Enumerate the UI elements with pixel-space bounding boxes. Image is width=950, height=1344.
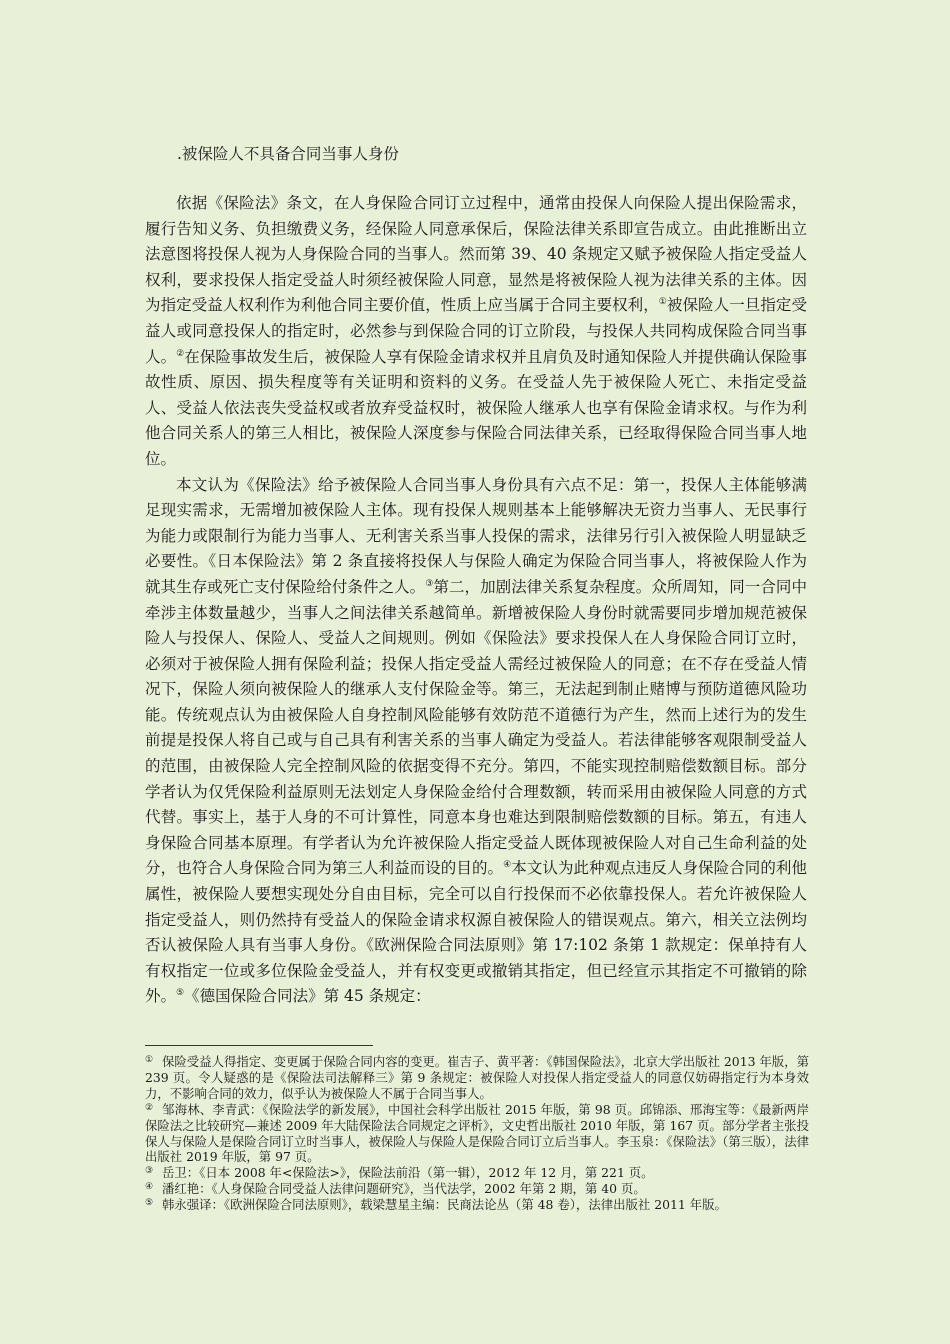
footnote-5 bbox=[145, 1197, 809, 1213]
footnote-divider bbox=[145, 1045, 373, 1046]
paragraph-1-text-b: 被保险人一旦指定受益人或同意投保人的指定时，必然参与到保险合同的订立阶段，与投保人共同构成保险合同当事人。 bbox=[145, 296, 807, 366]
footnote-mark: ④ bbox=[145, 1182, 154, 1193]
footnote-ref-5[interactable]: ⑤ bbox=[176, 988, 185, 999]
footnote-text: 岳卫：《日本 2008 年<保险法>》，保险法前沿（第一辑），2012 年 12 月，第 221 页。 bbox=[162, 1165, 654, 1181]
footnote-ref-3[interactable]: ③ bbox=[425, 578, 434, 589]
footnote-4 bbox=[145, 1181, 809, 1197]
paragraph-2-text-b: 第二，加剧法律关系复杂程度。众所周知，同一合同中牵涉主体数量越少，当事人之间法律关系越简单。新增被保险人身份时就需要同步增加规范被保险人与投保人、保险人、受益人之间规则。例如《保险法》要求投保人在人身保险合同订立时，必须对于被保险人拥有保险利益；投保人指定受益人需经过被保险人的同意；在不存在受益人情况下，保险人须向被保险人的继承人支付保险金等。第三，无法起到制止赌博与预防道德风险功能。传统观点认为由被保险人自身控制风险能够有效防范不道德行为产生，然而上述行为的发生前提是投保人将自己或与自己具有利害关系的当事人确定为受益人。若法律能够客观限制受益人的范围，由被保险人完全控制风险的依据变得不充分。第四，不能实现控制赔偿数额目标。部分学者认为仅凭保险利益原则无法划定人身保险金给付合理数额，转而采用由被保险人同意的方式代替。事实上，基于人身的不可计算性，同意本身也难达到限制赔偿数额的目标。第五，有违人身保险合同基本原理。有学者认为允许被保险人指定受益人既体现被保险人对自己生命利益的处分，也符合人身保险合同为第三人利益而设的目的。 bbox=[145, 577, 807, 878]
footnotes bbox=[145, 1054, 809, 1213]
footnote-text: 韩永强译：《欧洲保险合同法原则》，载梁慧星主编：民商法论丛（第 48 卷），法律出版社 2011 年版。 bbox=[162, 1197, 727, 1213]
footnote-text: 邹海林、李青武：《保险法学的新发展》，中国社会科学出版社 2015 年版，第 98 页。邱锦添、邢海宝等：《最新两岸保险法之比较研究—兼述 2009 年大陆保险法合同规定之评析》，文史哲出版社 2010 年版，第 167 页。部分学者主张投保人与保险人是保险合同订立时当事人，被保险人与保险人是保险合同订立后当事人。李玉泉：《保险法》（第三版），法律出版社 2019 年版，第 97 页。 bbox=[145, 1101, 809, 1165]
body-text bbox=[145, 191, 807, 1010]
footnote-mark: ⑤ bbox=[145, 1198, 154, 1209]
footnote-ref-1[interactable]: ① bbox=[658, 297, 667, 308]
footnote-text: 保险受益人得指定、变更属于保险合同内容的变更。崔吉子、黄平著：《韩国保险法》，北京大学出版社 2013 年版，第 239 页。令人疑惑的是《保险法司法解释三》第 9 条规定：被保险人对投保人指定受益人的同意仅妨碍指定行为本身效力，不影响合同的效力，似乎认为被保险人不属于合同当事人。 bbox=[145, 1054, 809, 1101]
paragraph-2 bbox=[145, 473, 807, 1010]
paragraph-1-text-c: 在保险事故发生后，被保险人享有保险金请求权并且肩负及时通知保险人并提供确认保险事故性质、原因、损失程度等有关证明和资料的义务。在受益人先于被保险人死亡、未指定受益人、受益人依法丧失受益权或者放弃受益权时，被保险人继承人也享有保险金请求权。与作为利他合同关系人的第三人相比，被保险人深度参与保险合同法律关系，已经取得保险合同当事人地位。 bbox=[145, 347, 807, 468]
footnote-2 bbox=[145, 1102, 809, 1166]
footnote-text: 潘红艳：《人身保险合同受益人法律问题研究》，当代法学，2002 年第 2 期，第 40 页。 bbox=[162, 1181, 646, 1197]
footnote-1 bbox=[145, 1054, 809, 1102]
paragraph-1-text-a: 依据《保险法》条文，在人身保险合同订立过程中，通常由投保人向保险人提出保险需求，履行告知义务、负担缴费义务，经保险人同意承保后，保险法律关系即宣告成立。由此推断出立法意图将投保人视为人身保险合同的当事人。然而第 39、40 条规定又赋予被保险人指定受益人权利，要求投保人指定受益人时须经被保险人同意，显然是将被保险人视为法律关系的主体。因为指定受益人权利作为利他合同主要价值，性质上应当属于合同主要权利， bbox=[145, 194, 807, 315]
paragraph-2-text-c: 本文认为此种观点违反人身保险合同的利他属性，被保险人要想实现处分自由目标，完全可以自行投保而不必依靠投保人。若允许被保险人指定受益人，则仍然持有受益人的保险金请求权源自被保险人的错误观点。第六，相关立法例均否认被保险人具有当事人身份。《欧洲保险合同法原则》第 17:102 条第 1 款规定：保单持有人有权指定一位或多位保险金受益人，并有权变更或撤销其指定，但已经宣示其指定不可撤销的除外。 bbox=[145, 859, 807, 1006]
footnote-mark: ③ bbox=[145, 1166, 154, 1177]
paragraph-2-text-a: 本文认为《保险法》给予被保险人合同当事人身份具有六点不足：第一，投保人主体能够满足现实需求，无需增加被保险人主体。现有投保人规则基本上能够解决无资力当事人、无民事行为能力或限制行为能力当事人、无利害关系当事人投保的需求，法律另行引入被保险人明显缺乏必要性。《日本保险法》第 2 条直接将投保人与保险人确定为保险合同当事人，将被保险人作为就其生存或死亡支付保险给付条件之人。 bbox=[145, 475, 807, 596]
footnote-3 bbox=[145, 1165, 809, 1181]
footnote-ref-4[interactable]: ④ bbox=[503, 860, 512, 871]
footnote-mark: ① bbox=[145, 1055, 154, 1065]
footnote-mark: ② bbox=[145, 1102, 154, 1113]
footnote-ref-2[interactable]: ② bbox=[176, 348, 185, 359]
paragraph-2-text-d: 《德国保险合同法》第 45 条规定： bbox=[184, 987, 431, 1006]
paragraph-1 bbox=[145, 191, 807, 473]
section-heading: .被保险人不具备合同当事人身份 bbox=[177, 145, 399, 163]
